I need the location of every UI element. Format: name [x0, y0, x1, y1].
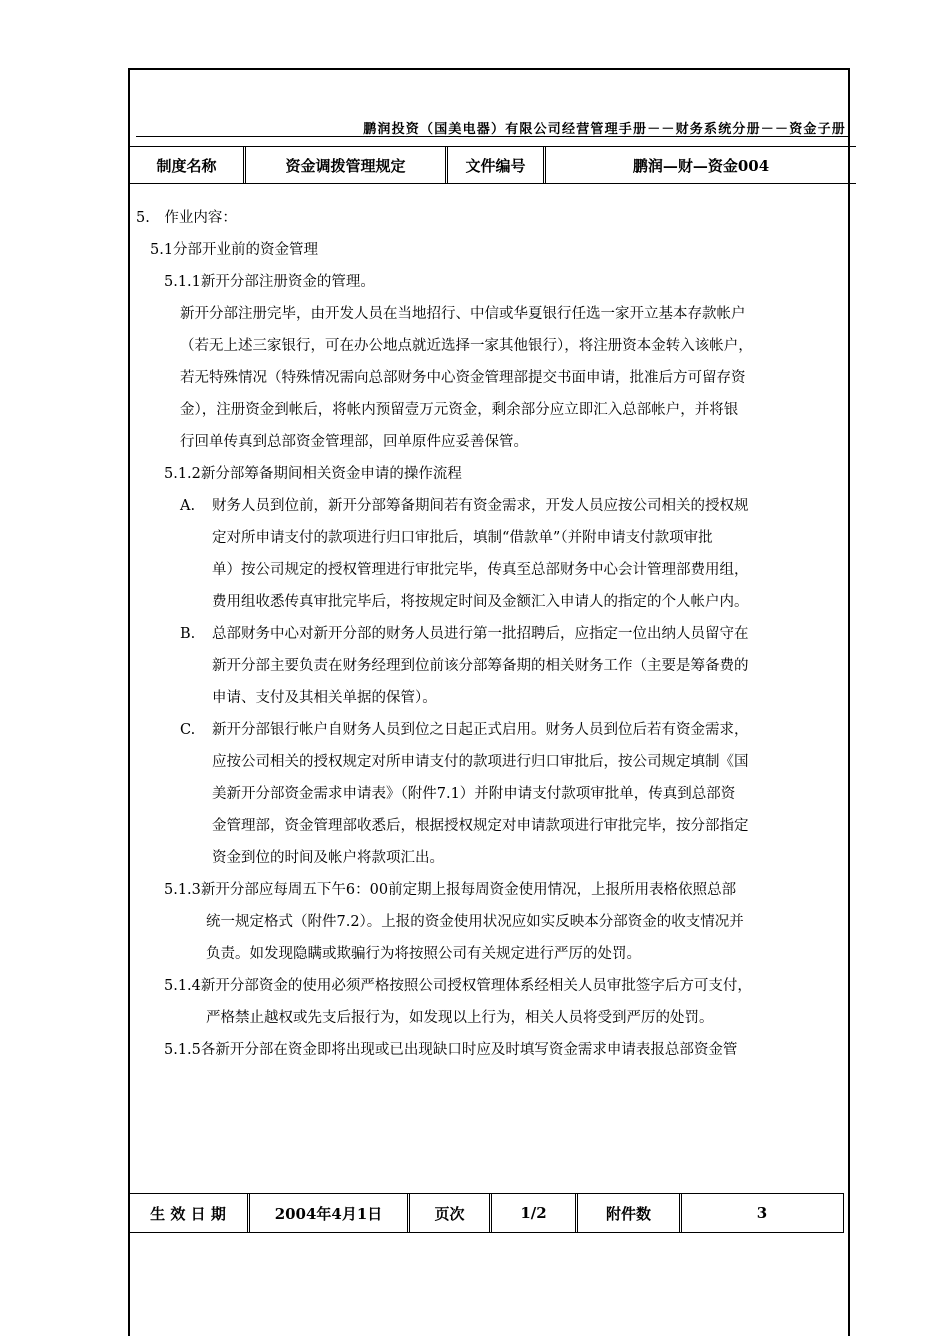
header-divider [136, 136, 848, 137]
list-line: 金管理部，资金管理部收悉后，根据授权规定对申请款项进行审批完毕，按分部指定 [212, 818, 749, 834]
company-header: 鹏润投资（国美电器）有限公司经营管理手册－－财务系统分册－－资金子册 [363, 122, 846, 137]
page-number: 1/2 [492, 1194, 578, 1232]
list-line: 美新开分部资金需求申请表》（附件7.1）并附申请支付款项审批单，传真到总部资 [212, 786, 736, 802]
list-marker: A. [180, 498, 196, 514]
clause-heading: 5.1.2新分部筹备期间相关资金申请的操作流程 [164, 466, 462, 482]
file-number-label: 文件编号 [448, 147, 546, 183]
list-item-b [180, 618, 892, 650]
page-label: 页次 [410, 1194, 492, 1232]
list-line: 新开分部银行帐户自财务人员到位之日起正式启用。财务人员到位后若有资金需求， [212, 722, 749, 738]
paragraph-line: 金），注册资金到帐后，将帐内预留壹万元资金，剩余部分应立即汇入总部帐户，并将银 [180, 402, 739, 418]
paragraph-line: 负责。如发现隐瞒或欺骗行为将按照公司有关规定进行严厉的处罚。 [206, 946, 641, 962]
list-line: 总部财务中心对新开分部的财务人员进行第一批招聘后，应指定一位出纳人员留守在 [212, 626, 749, 642]
paragraph-line: 行回单传真到总部资金管理部，回单原件应妥善保管。 [180, 434, 528, 450]
subsection-heading: 5.1分部开业前的资金管理 [150, 242, 319, 258]
footer-table [128, 1193, 844, 1233]
list-line: 申请、支付及其相关单据的保管）。 [212, 690, 437, 706]
policy-name: 资金调拨管理规定 [246, 147, 448, 183]
file-number: 鹏润—财—资金004 [632, 156, 770, 175]
paragraph-line: 若无特殊情况（特殊情况需向总部财务中心资金管理部提交书面申请，批准后方可留存资 [180, 370, 746, 386]
attachments-label: 附件数 [578, 1194, 682, 1232]
list-item-a [180, 490, 892, 522]
list-marker: C. [180, 722, 196, 738]
section-heading: 5. 作业内容： [136, 210, 237, 226]
list-line: 单）按公司规定的授权管理进行审批完毕，传真至总部财务中心会计管理部费用组， [212, 562, 749, 578]
paragraph-line: （若无上述三家银行，可在办公地点就近选择一家其他银行），将注册资本金转入该帐户， [180, 338, 753, 354]
clause-heading: 5.1.5各新开分部在资金即将出现或已出现缺口时应及时填写资金需求申请表报总部资金管 [164, 1042, 738, 1058]
list-marker: B. [180, 626, 196, 642]
clause-heading: 5.1.1新开分部注册资金的管理。 [164, 274, 375, 290]
title-row [130, 146, 856, 184]
attachments-count: 3 [756, 1204, 768, 1222]
clause-heading: 5.1.4新开分部资金的使用必须严格按照公司授权管理体系经相关人员审批签字后方可支付， [164, 978, 752, 994]
list-line: 应按公司相关的授权规定对所申请支付的款项进行归口审批后，按公司规定填制《国 [212, 754, 749, 770]
list-line: 费用组收悉传真审批完毕后，将按规定时间及金额汇入申请人的指定的个人帐户内。 [212, 594, 749, 610]
document-body [136, 202, 848, 1066]
paragraph-line: 新开分部注册完毕，由开发人员在当地招行、中信或华夏银行任选一家开立基本存款帐户 [180, 306, 746, 322]
clause-heading: 5.1.3新开分部应每周五下午6：00前定期上报每周资金使用情况，上报所用表格依照总部 [164, 882, 737, 898]
list-item-c [180, 714, 892, 746]
effective-date-label: 生 效 日 期 [129, 1194, 250, 1232]
paragraph-line: 统一规定格式（附件7.2）。上报的资金使用状况应如实反映本分部资金的收支情况并 [206, 914, 744, 930]
paragraph-line: 严格禁止越权或先支后报行为，如发现以上行为，相关人员将受到严厉的处罚。 [206, 1010, 714, 1026]
list-line: 定对所申请支付的款项进行归口审批后，填制“借款单”（并附申请支付款项审批 [212, 530, 713, 546]
list-line: 财务人员到位前，新开分部筹备期间若有资金需求，开发人员应按公司相关的授权规 [212, 498, 749, 514]
list-line: 资金到位的时间及帐户将款项汇出。 [212, 850, 444, 866]
policy-name-label: 制度名称 [130, 147, 246, 183]
effective-date: 2004年4月1日 [250, 1194, 410, 1232]
list-line: 新开分部主要负责在财务经理到位前该分部筹备期的相关财务工作（主要是筹备费的 [212, 658, 749, 674]
